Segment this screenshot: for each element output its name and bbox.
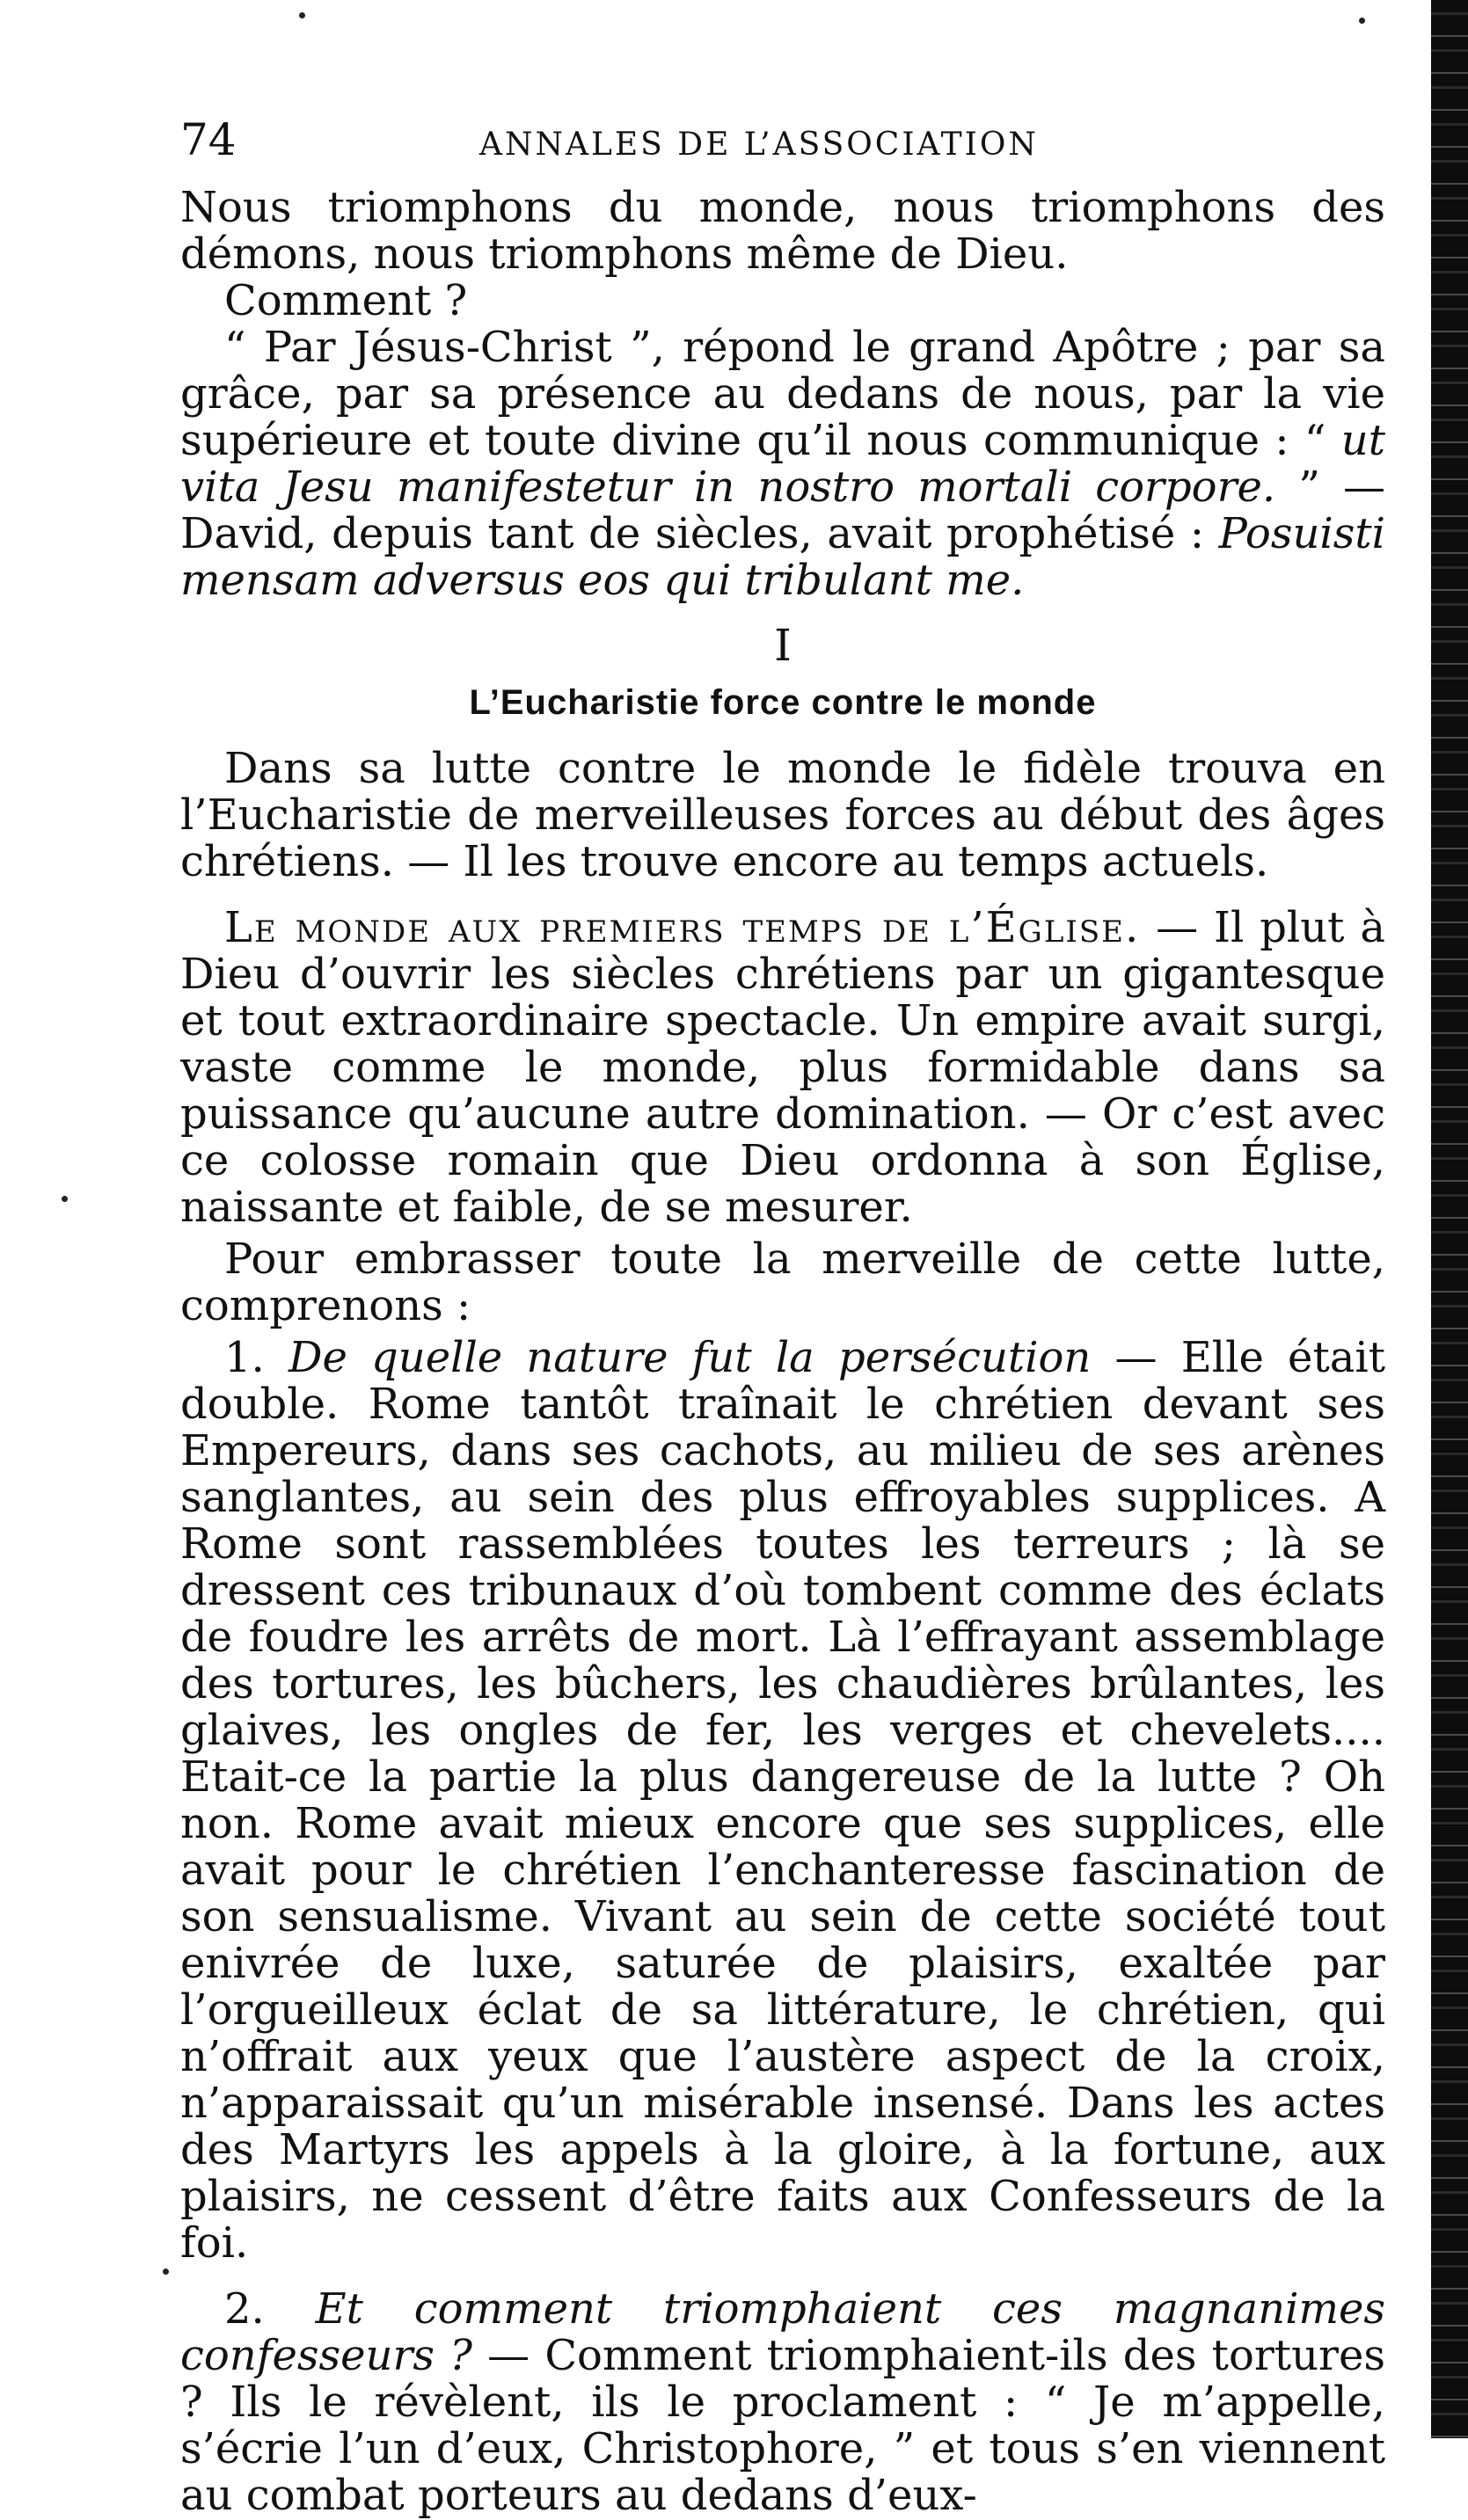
running-head: ANNALES DE L’ASSOCIATION: [479, 127, 1039, 163]
body-paragraph-3: Pour embrasser toute la merveille de cette lutte, comprenons :: [180, 1235, 1385, 1330]
intro-paragraph-1: Nous triomphons du monde, nous triomphons des démons, nous triomphons même de Dieu.: [180, 183, 1385, 279]
item-heading-1: De quelle nature fut la persécution: [288, 1333, 1092, 1382]
subheading-smallcaps: Le monde aux premiers temps de l’Église.: [224, 903, 1141, 952]
latin-quote-2: Posuisti mensam adversus eos qui tribulant me.: [180, 509, 1385, 605]
body-paragraph-2: [180, 905, 1385, 1231]
scan-speck: [299, 12, 305, 18]
body-paragraph-1: Dans sa lutte contre le monde le fidèle trouva en l’Eucharistie de merveilleuses forces au début des âges chrétiens. — Il les trouve encore au temps actuels.: [180, 744, 1385, 886]
scan-speck: [163, 2269, 169, 2275]
section-number: I: [774, 620, 792, 671]
intro-p3-text-2: ” — David, depuis tant de siècles, avait prophétisé :: [180, 462, 1385, 558]
intro-paragraph-2: Comment ?: [224, 276, 468, 325]
scan-speck: [62, 1196, 68, 1202]
page-header: [180, 114, 1385, 185]
book-page: [180, 114, 1385, 2519]
scanned-page-edge: [1431, 0, 1468, 2438]
item-number-1: 1.: [224, 1333, 265, 1382]
intro-p3-text: “ Par Jésus-Christ ”, répond le grand Apôtre ; par sa grâce, par sa présence au dedans de nous, par la vie supérieure et toute divine qu’il nous communique : “: [180, 323, 1385, 465]
intro-paragraph-3: [180, 324, 1385, 604]
body-p5-text: — Comment triomphaient-ils des tortures ? Ils le révèlent, ils le proclament : “ Je m’appelle, s’écrie l’un d’eux, Christophore, ” et tous s’en viennent au combat porteurs au dedans d’eux-: [180, 2331, 1385, 2520]
page-number: 74: [180, 114, 237, 165]
body-p2-text: — Il plut à Dieu d’ouvrir les siècles chrétiens par un gigantesque et tout extraordinaire spectacle. Un empire avait surgi, vaste comme le monde, plus formidable dans sa puissance qu’aucune autre domination. — Or c’est avec ce colosse romain que Dieu ordonna à son Église, naissante et faible, de se mesurer.: [180, 903, 1385, 1232]
item-heading-2: Et comment triomphaient ces magnanimes confesseurs ?: [180, 2284, 1385, 2380]
section-title: L’Eucharistie force contre le monde: [469, 683, 1097, 722]
body-paragraph-5: [180, 2286, 1385, 2519]
body-paragraph-4: [180, 1335, 1385, 2267]
body-p4-text: — Elle était double. Rome tantôt traînait le chrétien devant ses Empereurs, dans ses cachots, au milieu de ses arènes sanglantes, au sein des plus effroyables supplices. A Rome sont rassemblées toutes les terreurs ; là se dressent ces tribunaux d’où tombent comme des éclats de foudre les arrêts de mort. Là l’effrayant assemblage des tortures, les bûchers, les chaudières brûlantes, les glaives, les ongles de fer, les verges et chevelets.... Etait-ce la partie la plus dangereuse de la lutte ? Oh non. Rome avait mieux encore que ses supplices, elle avait pour le chrétien l’enchanteresse fascination de son sensualisme. Vivant au sein de cette société tout enivrée de luxe, saturée de plaisirs, exaltée par l’orgueilleux éclat de sa littérature, le chrétien, qui n’offrait aux yeux que l’austère aspect de la croix, n’apparaissait qu’un misérable insensé. Dans les actes des Martyrs les appels à la gloire, à la fortune, aux plaisirs, ne cessent d’être faits aux Confesseurs de la foi.: [180, 1333, 1385, 2268]
item-number-2: 2.: [224, 2284, 265, 2334]
scan-speck: [1359, 18, 1365, 24]
latin-quote-1: ut vita Jesu manifestetur in nostro mortali corpore.: [180, 416, 1385, 512]
